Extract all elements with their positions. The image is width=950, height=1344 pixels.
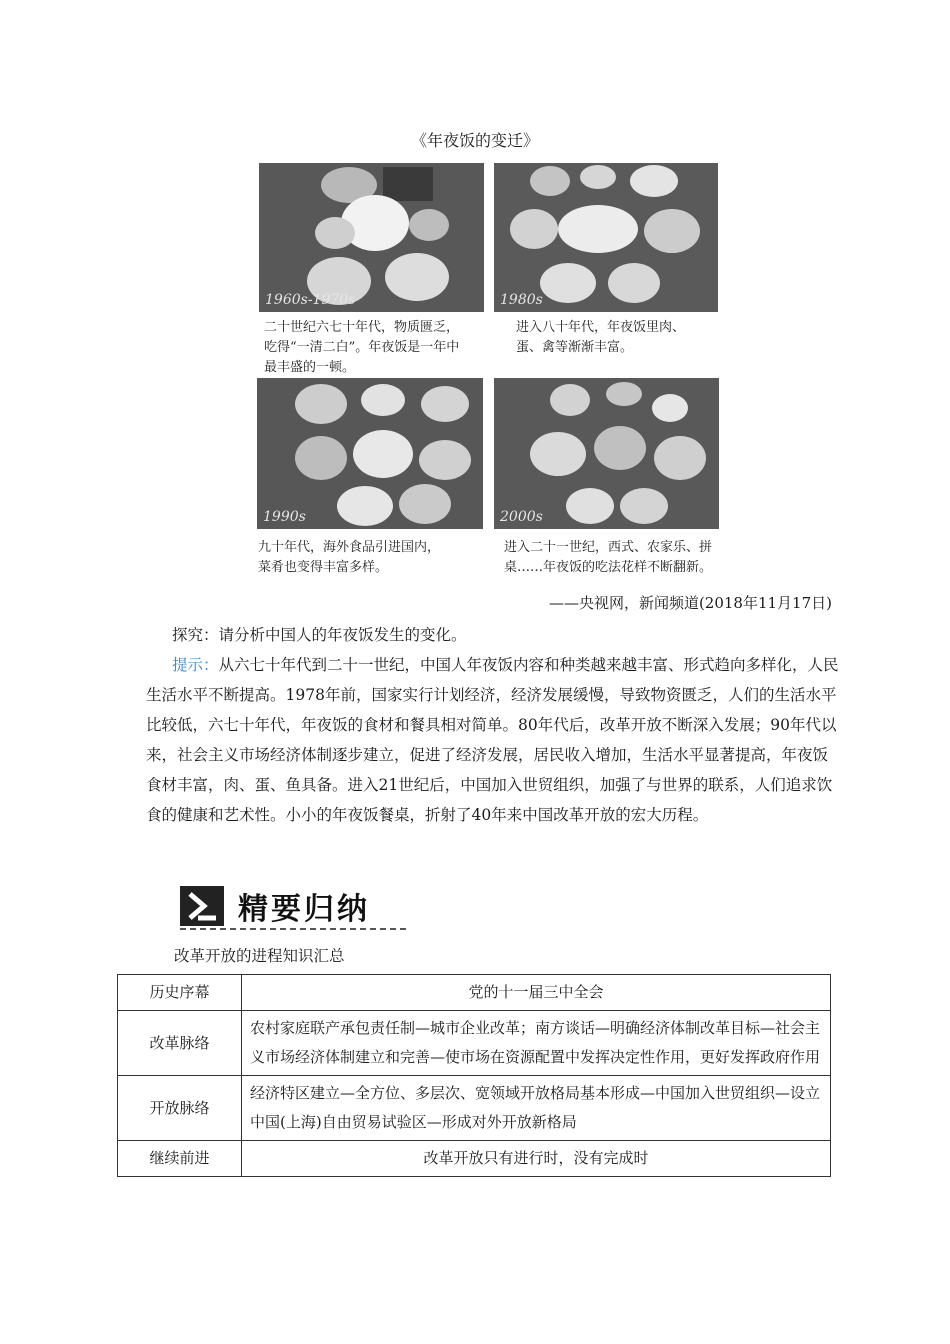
row-label: 继续前进 bbox=[118, 1141, 242, 1177]
table-row bbox=[118, 1011, 831, 1076]
row-label: 历史序幕 bbox=[118, 975, 242, 1011]
photo-plates-drawing bbox=[494, 163, 718, 312]
hint-label: 提示： bbox=[172, 656, 219, 674]
photo-2000s bbox=[494, 378, 719, 529]
caption-2000s: 进入二十一世纪，西式、农家乐、拼桌……年夜饭的吃法花样不断翻新。 bbox=[504, 540, 713, 575]
caption-1990s: 九十年代，海外食品引进国内，菜肴也变得丰富多样。 bbox=[258, 540, 441, 575]
caption-1960s-1970s: 二十世纪六七十年代，物质匮乏，吃得“一清二白”。年夜饭是一年中最丰盛的一顿。 bbox=[264, 320, 460, 375]
section-divider bbox=[180, 928, 406, 930]
arrow-icon bbox=[180, 886, 224, 926]
arrow-icon-graphic bbox=[180, 886, 224, 926]
row-content: 经济特区建立—全方位、多层次、宽领域开放格局基本形成—中国加入世贸组织—设立中国(上海)自由贸易试验区—形成对外开放新格局 bbox=[242, 1076, 831, 1141]
row-label: 改革脉络 bbox=[118, 1011, 242, 1076]
figure-source: ——央视网，新闻频道(2018年11月17日) bbox=[548, 594, 832, 612]
table-row bbox=[118, 1141, 831, 1177]
section-banner bbox=[180, 884, 410, 928]
photo-plates-drawing bbox=[494, 378, 719, 529]
row-content: 农村家庭联产承包责任制—城市企业改革；南方谈话—明确经济体制改革目标—社会主义市场经济体制建立和完善—使市场在资源配置中发挥决定性作用，更好发挥政府作用 bbox=[242, 1011, 831, 1076]
photo-1990s bbox=[257, 378, 483, 529]
decade-label: 2000s bbox=[500, 509, 543, 525]
photo-1980s bbox=[494, 163, 718, 312]
row-content: 党的十一届三中全会 bbox=[242, 975, 831, 1011]
decade-label: 1990s bbox=[263, 509, 306, 525]
photo-plates-drawing bbox=[259, 163, 484, 312]
caption-1980s: 进入八十年代，年夜饭里肉、蛋、禽等渐渐丰富。 bbox=[516, 320, 686, 355]
table-row bbox=[118, 975, 831, 1011]
figure-title: 《年夜饭的变迁》 bbox=[410, 131, 539, 150]
table-row bbox=[118, 1076, 831, 1141]
photo-plates-drawing bbox=[257, 378, 483, 529]
row-label: 开放脉络 bbox=[118, 1076, 242, 1141]
decade-label: 1980s bbox=[500, 292, 543, 308]
summary-table bbox=[117, 974, 831, 1177]
inquiry-question: 探究：请分析中国人的年夜饭发生的变化。 bbox=[172, 626, 467, 644]
photo-1960s-1970s bbox=[259, 163, 484, 312]
row-content: 改革开放只有进行时，没有完成时 bbox=[242, 1141, 831, 1177]
section-title: 精要归纳 bbox=[238, 892, 370, 927]
hint-text: 从六七十年代到二十一世纪，中国人年夜饭内容和种类越来越丰富、形式趋向多样化，人民生活水平不断提高。1978年前，国家实行计划经济，经济发展缓慢，导致物资匮乏，人们的生活水平比较低，六七十年代，年夜饭的食材和餐具相对简单。80年代后，改革开放不断深入发展；90年代以来，社会主义市场经济体制逐步建立，促进了经济发展，居民收入增加，生活水平显著提高，年夜饭食材丰富，肉、蛋、鱼具备。进入21世纪后，中国加入世贸组织，加强了与世界的联系，人们追求饮食的健康和艺术性。小小的年夜饭餐桌，折射了40年来中国改革开放的宏大历程。 bbox=[146, 656, 839, 824]
hint-paragraph bbox=[146, 650, 840, 830]
decade-label: 1960s-1970s bbox=[265, 292, 356, 308]
table-title: 改革开放的进程知识汇总 bbox=[174, 947, 345, 965]
